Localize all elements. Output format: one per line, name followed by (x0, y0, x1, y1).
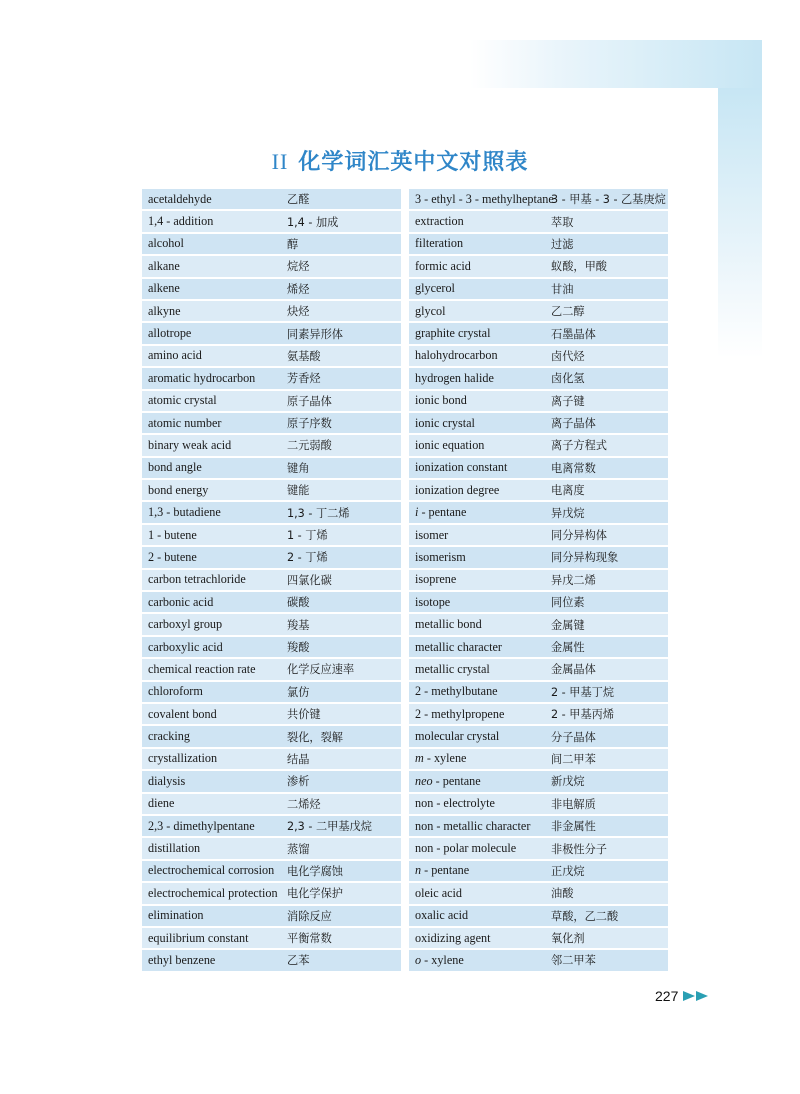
chinese-term: 醇 (287, 237, 299, 251)
english-term: isotope (415, 594, 451, 609)
glossary-row (142, 726, 401, 746)
glossary-row (142, 570, 401, 590)
glossary-row (409, 704, 668, 724)
chinese-term: 非金属性 (551, 820, 596, 834)
english-term: ionic equation (415, 437, 485, 452)
glossary-row (142, 435, 401, 455)
chinese-term: 非电解质 (551, 797, 596, 811)
english-term: ionization constant (415, 460, 508, 475)
chinese-term: 草酸，乙二酸 (551, 909, 619, 923)
glossary-row (409, 323, 668, 343)
english-term: equilibrium constant (148, 930, 249, 945)
chinese-term: 1 - 丁烯 (287, 529, 328, 543)
page-title (0, 145, 800, 176)
chinese-term: 邻二甲苯 (551, 954, 596, 968)
chinese-term: 甘油 (551, 282, 574, 296)
chinese-term: 分子晶体 (551, 730, 596, 744)
glossary-row (409, 279, 668, 299)
glossary-row (409, 838, 668, 858)
english-term: crystallization (148, 751, 218, 766)
glossary-row (142, 480, 401, 500)
chinese-term: 四氯化碳 (287, 573, 332, 587)
chinese-term: 蚁酸，甲酸 (551, 260, 607, 274)
glossary-row (409, 525, 668, 545)
chinese-term: 同素异形体 (287, 327, 343, 341)
chinese-term: 非极性分子 (551, 842, 607, 856)
glossary-row (142, 614, 401, 634)
english-term: alcohol (148, 236, 184, 251)
english-term: filteration (415, 236, 464, 251)
glossary-row (409, 749, 668, 769)
english-term: isoprene (415, 572, 457, 587)
glossary-row (409, 189, 668, 209)
chinese-term: 乙醛 (287, 193, 310, 207)
english-term: elimination (148, 908, 204, 923)
glossary-row (409, 301, 668, 321)
chinese-term: 渗析 (287, 775, 310, 789)
glossary-row (409, 637, 668, 657)
english-term: i - pentane (415, 505, 467, 520)
english-term: 1 - butene (148, 527, 197, 542)
glossary-row (142, 189, 401, 209)
glossary-row (409, 659, 668, 679)
glossary-row (142, 659, 401, 679)
english-term: bond energy (148, 482, 209, 497)
chinese-term: 碳酸 (287, 596, 310, 610)
glossary-row (142, 928, 401, 948)
english-term: non - metallic character (415, 818, 531, 833)
glossary-row (142, 704, 401, 724)
english-term: 2 - methylpropene (415, 706, 505, 721)
chinese-term: 共价键 (287, 708, 321, 722)
chinese-term: 乙苯 (287, 954, 310, 968)
glossary-row (142, 413, 401, 433)
english-term: alkyne (148, 303, 181, 318)
glossary-row (142, 323, 401, 343)
english-term: carboxyl group (148, 617, 223, 632)
english-term: amino acid (148, 348, 202, 363)
english-term: ionization degree (415, 482, 500, 497)
english-term: isomer (415, 527, 449, 542)
chinese-term: 电化学保护 (287, 887, 343, 901)
next-arrows-icon (683, 991, 709, 1001)
glossary-row (409, 391, 668, 411)
glossary-row (409, 592, 668, 612)
english-term: 2 - methylbutane (415, 684, 498, 699)
english-term: diene (148, 796, 175, 811)
english-term: m - xylene (415, 751, 467, 766)
chinese-term: 键能 (287, 484, 310, 498)
chinese-term: 同分异构现象 (551, 551, 619, 565)
chinese-term: 金属晶体 (551, 663, 596, 677)
glossary-row (142, 637, 401, 657)
english-term: carbonic acid (148, 594, 214, 609)
chinese-term: 离子方程式 (551, 439, 607, 453)
english-term: halohydrocarbon (415, 348, 498, 363)
english-term: glycol (415, 303, 446, 318)
chinese-term: 2 - 甲基丙烯 (551, 708, 615, 722)
chinese-term: 离子键 (551, 394, 585, 408)
glossary-row (142, 391, 401, 411)
english-term: formic acid (415, 258, 471, 273)
glossary-row (409, 547, 668, 567)
chinese-term: 二元弱酸 (287, 439, 332, 453)
glossary-row (142, 682, 401, 702)
english-term: cracking (148, 729, 190, 744)
glossary-row (142, 592, 401, 612)
english-term: 3 - ethyl - 3 - methylheptane (415, 191, 554, 206)
chinese-term: 平衡常数 (287, 932, 332, 946)
glossary-row (142, 256, 401, 276)
english-term: neo - pentane (415, 773, 481, 788)
english-term: 2 - butene (148, 549, 197, 564)
chinese-term: 氯仿 (287, 685, 310, 699)
chinese-term: 结晶 (287, 752, 310, 766)
glossary-row (409, 682, 668, 702)
english-term: metallic crystal (415, 661, 490, 676)
english-term: bond angle (148, 460, 202, 475)
chinese-term: 2 - 甲基丁烷 (551, 685, 615, 699)
glossary-row (409, 928, 668, 948)
english-term: covalent bond (148, 706, 217, 721)
chinese-term: 原子晶体 (287, 394, 332, 408)
english-term: atomic number (148, 415, 222, 430)
glossary-row (142, 346, 401, 366)
english-term: oxidizing agent (415, 930, 491, 945)
glossary-table-left (142, 189, 401, 973)
glossary-row (142, 279, 401, 299)
english-term: oxalic acid (415, 908, 469, 923)
chinese-term: 二烯烃 (287, 797, 321, 811)
english-term: metallic character (415, 639, 502, 654)
chinese-term: 蒸馏 (287, 842, 310, 856)
chinese-term: 化学反应速率 (287, 663, 355, 677)
english-term: n - pentane (415, 863, 470, 878)
chinese-term: 1,3 - 丁二烯 (287, 506, 350, 520)
header-decoration-band (470, 40, 762, 88)
glossary-row (142, 211, 401, 231)
chinese-term: 乙二醇 (551, 305, 585, 319)
chinese-term: 3 - 甲基 - 3 - 乙基庚烷 (551, 193, 666, 207)
english-term: hydrogen halide (415, 370, 494, 385)
english-term: carbon tetrachloride (148, 572, 246, 587)
english-term: chemical reaction rate (148, 661, 256, 676)
chinese-term: 电化学腐蚀 (287, 864, 343, 878)
english-term: graphite crystal (415, 326, 491, 341)
side-decoration-band (718, 88, 762, 358)
glossary-row (409, 950, 668, 970)
glossary-row (142, 749, 401, 769)
english-term: ethyl benzene (148, 952, 216, 967)
glossary-row (142, 794, 401, 814)
glossary-row (142, 906, 401, 926)
glossary-row (142, 368, 401, 388)
chinese-term: 烷烃 (287, 260, 310, 274)
english-term: binary weak acid (148, 437, 232, 452)
english-term: metallic bond (415, 617, 482, 632)
chinese-term: 裂化，裂解 (287, 730, 343, 744)
glossary-row (142, 301, 401, 321)
glossary-row (409, 816, 668, 836)
english-term: molecular crystal (415, 729, 500, 744)
glossary-row (142, 883, 401, 903)
glossary-row (142, 234, 401, 254)
glossary-row (142, 861, 401, 881)
chinese-term: 氧化剂 (551, 932, 585, 946)
english-term: non - polar molecule (415, 841, 517, 856)
english-term: carboxylic acid (148, 639, 223, 654)
chinese-term: 油酸 (551, 887, 574, 901)
glossary-row (142, 816, 401, 836)
english-term: 1,4 - addition (148, 214, 214, 229)
chinese-term: 金属键 (551, 618, 585, 632)
english-term: alkane (148, 258, 180, 273)
chinese-term: 卤化氢 (551, 372, 585, 386)
chinese-term: 卤代烃 (551, 349, 585, 363)
glossary-row (409, 502, 668, 522)
chinese-term: 电离常数 (551, 461, 596, 475)
chinese-term: 石墨晶体 (551, 327, 596, 341)
english-term: alkene (148, 281, 180, 296)
glossary-row (409, 256, 668, 276)
glossary-row (409, 346, 668, 366)
chinese-term: 萃取 (551, 215, 574, 229)
english-term: isomerism (415, 549, 466, 564)
chinese-term: 2,3 - 二甲基戊烷 (287, 820, 372, 834)
chinese-term: 异戊二烯 (551, 573, 596, 587)
section-numeral: II (271, 149, 289, 174)
english-term: ionic bond (415, 393, 467, 408)
english-term: 2,3 - dimethylpentane (148, 818, 255, 833)
chinese-term: 异戊烷 (551, 506, 585, 520)
glossary-row (142, 525, 401, 545)
glossary-row (142, 502, 401, 522)
chinese-term: 同位素 (551, 596, 585, 610)
english-term: electrochemical protection (148, 885, 278, 900)
chinese-term: 键角 (287, 461, 310, 475)
english-term: chloroform (148, 684, 203, 699)
english-term: aromatic hydrocarbon (148, 370, 256, 385)
glossary-row (142, 458, 401, 478)
english-term: glycerol (415, 281, 455, 296)
page-number: 227 (655, 988, 679, 1004)
glossary-row (409, 794, 668, 814)
chinese-term: 烯烃 (287, 282, 310, 296)
glossary-row (409, 906, 668, 926)
section-title-text: 化学词汇英中文对照表 (298, 150, 529, 175)
chinese-term: 消除反应 (287, 909, 332, 923)
glossary-row (409, 883, 668, 903)
glossary-row (409, 771, 668, 791)
glossary-row (409, 234, 668, 254)
english-term: atomic crystal (148, 393, 217, 408)
english-term: oleic acid (415, 885, 463, 900)
english-term: 1,3 - butadiene (148, 505, 221, 520)
english-term: distillation (148, 841, 201, 856)
chinese-term: 电离度 (551, 484, 585, 498)
chinese-term: 炔烃 (287, 305, 310, 319)
glossary-row (142, 547, 401, 567)
chinese-term: 新戊烷 (551, 775, 585, 789)
chinese-term: 羧酸 (287, 641, 310, 654)
glossary-row (409, 413, 668, 433)
chinese-term: 正戊烷 (551, 864, 585, 878)
glossary-row (409, 368, 668, 388)
glossary-row (409, 435, 668, 455)
chinese-term: 离子晶体 (551, 417, 596, 431)
chinese-term: 羧基 (287, 618, 310, 632)
chinese-term: 氨基酸 (287, 349, 321, 363)
english-term: electrochemical corrosion (148, 863, 275, 878)
chinese-term: 1,4 - 加成 (287, 215, 339, 229)
english-term: non - electrolyte (415, 796, 495, 811)
glossary-row (142, 771, 401, 791)
chinese-term: 同分异构体 (551, 529, 607, 543)
glossary-row (409, 570, 668, 590)
glossary-row (409, 480, 668, 500)
chinese-term: 金属性 (551, 641, 585, 654)
chinese-term: 原子序数 (287, 417, 332, 431)
english-term: acetaldehyde (148, 191, 212, 206)
english-term: ionic crystal (415, 415, 475, 430)
glossary-row (409, 861, 668, 881)
glossary-row (142, 838, 401, 858)
chinese-term: 芳香烃 (287, 372, 321, 386)
chinese-term: 过滤 (551, 237, 574, 251)
english-term: extraction (415, 214, 464, 229)
glossary-row (142, 950, 401, 970)
english-term: dialysis (148, 773, 186, 788)
glossary-row (409, 458, 668, 478)
english-term: allotrope (148, 326, 192, 341)
english-term: o - xylene (415, 952, 464, 967)
chinese-term: 2 - 丁烯 (287, 551, 328, 565)
chinese-term: 间二甲苯 (551, 752, 596, 766)
glossary-table-right (409, 189, 668, 973)
glossary-row (409, 614, 668, 634)
glossary-row (409, 211, 668, 231)
glossary-row (409, 726, 668, 746)
